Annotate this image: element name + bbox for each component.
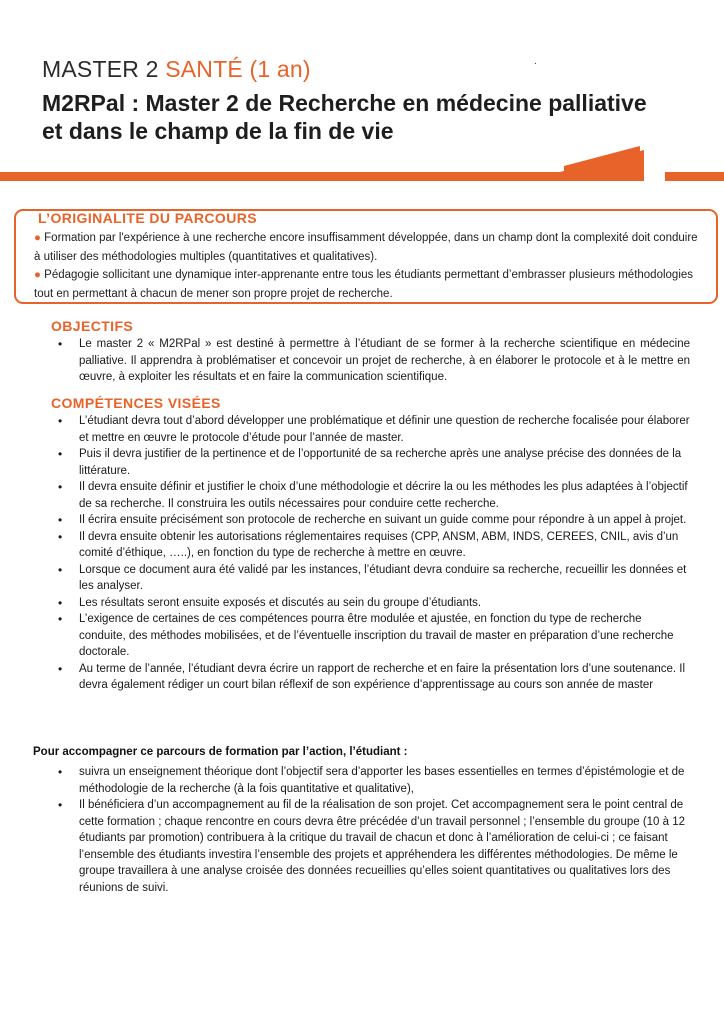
accompagnement-title: Pour accompagner ce parcours de formation par l’action, l’étudiant : — [33, 746, 408, 758]
header-slant-accent — [560, 142, 644, 181]
orange-bullet-icon: ● — [34, 269, 41, 281]
competences-title: COMPÉTENCES VISÉES — [51, 395, 221, 411]
header-accent: SANTÉ (1 an) — [165, 56, 311, 82]
list-item: • Les résultats seront ensuite exposés et discutés au sein du groupe d’étudiants. — [54, 595, 690, 612]
originalite-item — [34, 229, 704, 267]
list-item: • Il écrira ensuite précisément son protocole de recherche en suivant un guide comme pour répondre à un appel à projet. — [54, 512, 690, 529]
orange-bullet-icon: ● — [34, 232, 41, 244]
stray-dot: . — [534, 56, 537, 67]
list-item: • Au terme de l’année, l’étudiant devra écrire un rapport de recherche et en faire la présentation lors d’une soutenance. Il devra également rédiger un court bilan réflexif de son expérience d’apprentissage au cours son année de master — [54, 661, 690, 694]
header-prefix: MASTER 2 — [42, 56, 166, 82]
accompagnement-list — [54, 764, 690, 896]
objectifs-list — [54, 336, 690, 386]
list-item: • Il bénéficiera d’un accompagnement au fil de la réalisation de son projet. Cet accompagnement sera le point central de cette formation ; chaque rencontre en cours devra être précédée d’un travail personnel ; l’ensemble du groupe (10 à 12 étudiants par promotion) contribuera à la critique du travail de chacun et donc à l’amélioration de celui-ci ; ce faisant l’ensemble des étudiants investira l’ensemble des projets et appréhendera les différentes méthodologies. De même le groupe travaillera à une analyse croisée des données recueillies qu’elles soient quantitatives ou qualitatives lors des réunions de suivi. — [54, 797, 690, 896]
list-item: • Il devra ensuite définir et justifier le choix d’une méthodologie et décrire la ou les méthodes les plus adaptées à l’objectif de sa recherche. Il construira les outils nécessaires pour conduire cette recherche. — [54, 479, 690, 512]
originalite-item-text: Formation par l'expérience à une recherche encore insuffisamment développée, dans un champ dont la complexité doit conduire à utiliser des méthodologies multiples (quantitatives et qualitatives). — [34, 232, 698, 263]
list-item: • Puis il devra justifier de la pertinence et de l’opportunité de sa recherche après une analyse précise des données de la littérature. — [54, 446, 690, 479]
header-title-line1 — [42, 56, 311, 83]
originalite-item — [34, 266, 704, 304]
page-title: M2RPal : Master 2 de Recherche en médecine palliative et dans le champ de la fin de vie — [42, 90, 647, 144]
originalite-title: L’ORIGINALITE DU PARCOURS — [38, 210, 257, 226]
originalite-item-text: Pédagogie sollicitant une dynamique inter-apprenante entre tous les étudiants permettant d’embrasser plusieurs méthodologies tout en permettant à chacun de mener son propre projet de recherche. — [34, 269, 694, 300]
list-item: • Il devra ensuite obtenir les autorisations réglementaires requises (CPP, ANSM, ABM, INDS, CEREES, CNIL, avis d’un comité d’éthique, …..), en fonction du type de recherche à mettre en œuvre. — [54, 529, 690, 562]
list-item: • L’exigence de certaines de ces compétences pourra être modulée et ajustée, en fonction du type de recherche conduite, des méthodes mobilisées, et de l’éventuelle inscription du travail de master en préparation d’une recherche doctorale. — [54, 611, 690, 661]
objectifs-title: OBJECTIFS — [51, 318, 134, 334]
list-item: • L’étudiant devra tout d’abord développer une problématique et définir une question de recherche focalisée pour élaborer et mettre en œuvre le protocole d’étude pour l’année de master. — [54, 413, 690, 446]
list-item: • Lorsque ce document aura été validé par les instances, l’étudiant devra conduire sa recherche, recueillir les données et les analyser. — [54, 562, 690, 595]
list-item: • Le master 2 « M2RPal » est destiné à permettre à l’étudiant de se former à la recherche scientifique en médecine palliative. Il apprendra à problématiser et concevoir un projet de recherche, à en élaborer le protocole et à le mettre en œuvre, à exploiter les résultats et en faire la communication scientifique. — [54, 336, 690, 386]
list-item: • suivra un enseignement théorique dont l’objectif sera d’apporter les bases essentielles en termes d’épistémologie et de méthodologie de la recherche (à la fois quantitative et qualitative), — [54, 764, 690, 797]
competences-list — [54, 413, 690, 694]
